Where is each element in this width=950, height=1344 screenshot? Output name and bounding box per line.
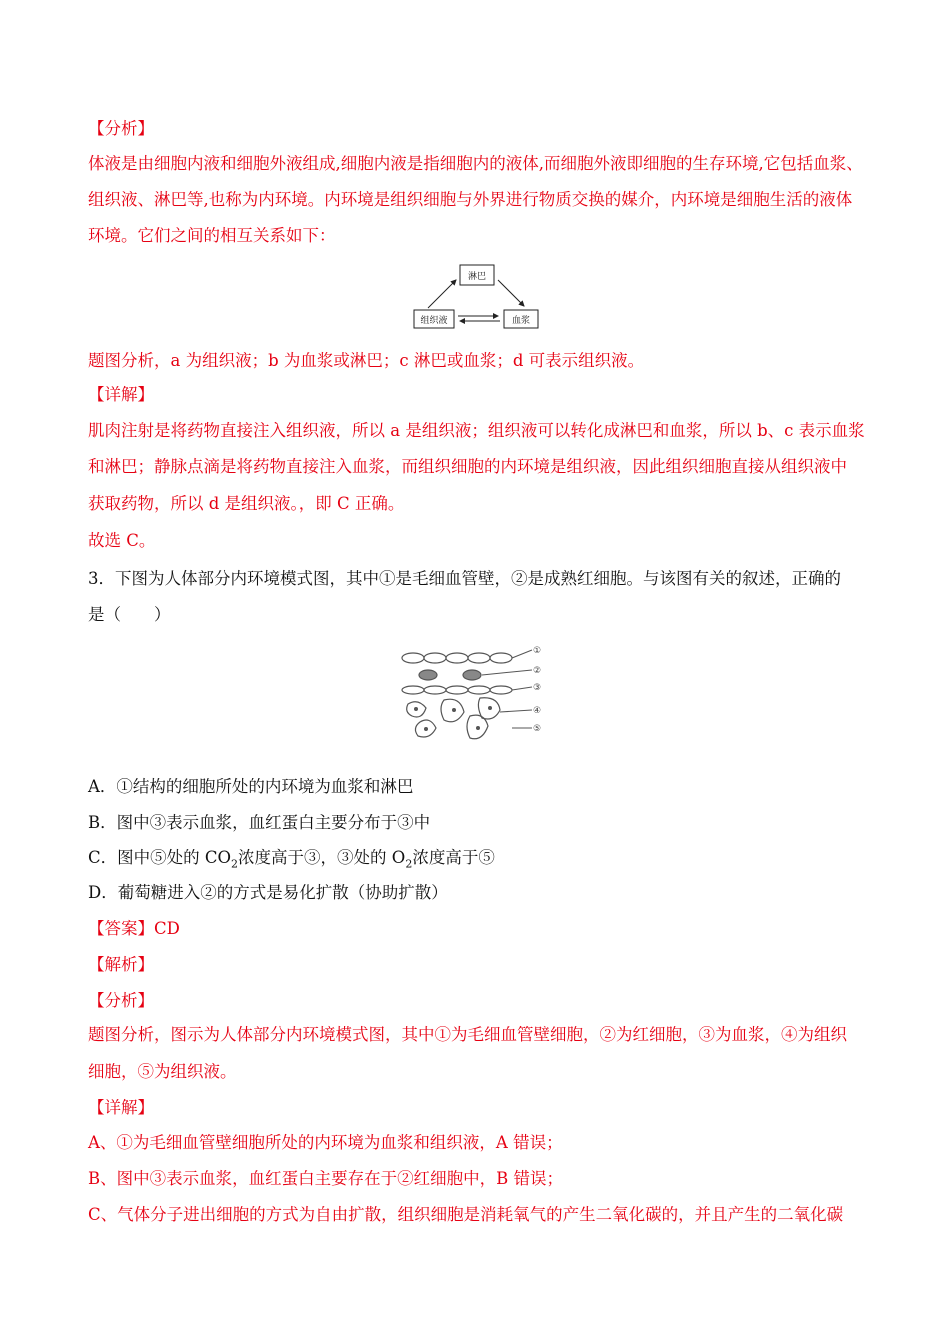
analysis-text-line-2: 组织液、淋巴等,也称为内环境。内环境是组织细胞与外界进行物质交换的媒介，内环境是细胞生活的液体	[88, 190, 853, 209]
question-3-stem-line-1: 3．下图为人体部分内环境模式图，其中①是毛细血管壁，②是成熟红细胞。与该图有关的叙述，正确的	[88, 569, 841, 588]
analysis-text-line-3: 环境。它们之间的相互关系如下：	[88, 226, 336, 245]
detail-2-text-line-2: B、图中③表示血浆，血红蛋白主要存在于②红细胞中，B 错误；	[88, 1169, 563, 1188]
body-fluid-relation-diagram	[408, 262, 548, 332]
detail-choice: 故选 C。	[88, 531, 156, 550]
answer-value: CD	[154, 919, 180, 938]
figure-label-4: ④	[533, 706, 542, 716]
detail-heading: 【详解】	[88, 385, 154, 404]
option-c	[88, 847, 868, 869]
tissue-fluid-label: 组织液	[420, 316, 448, 326]
option-a: A．①结构的细胞所处的内环境为血浆和淋巴	[88, 777, 414, 796]
option-b: B．图中③表示血浆，血红蛋白主要分布于③中	[88, 813, 431, 832]
analysis-text-line-1: 体液是由细胞内液和细胞外液组成,细胞内液是指细胞内的液体,而细胞外液即细胞的生存环境,它包括血浆、	[88, 154, 863, 173]
internal-environment-figure	[400, 642, 550, 750]
explanation-heading: 【解析】	[88, 955, 154, 974]
option-d: D．葡萄糖进入②的方式是易化扩散（协助扩散）	[88, 883, 448, 902]
analysis-2-text-line-2: 细胞，⑤为组织液。	[88, 1062, 237, 1081]
analysis-2-heading: 【分析】	[88, 991, 154, 1010]
figure-label-3: ③	[533, 683, 542, 693]
analysis-heading: 【分析】	[88, 119, 154, 138]
lymph-label: 淋巴	[467, 272, 487, 282]
option-c-part-1: C．图中⑤处的 CO	[88, 848, 232, 867]
answer-label: 【答案】	[88, 919, 154, 938]
detail-2-text-line-1: A、①为毛细血管壁细胞所处的内环境为血浆和组织液，A 错误；	[88, 1133, 563, 1152]
figure-label-1: ①	[533, 646, 542, 656]
detail-2-text-line-3: C、气体分子进出细胞的方式为自由扩散，组织细胞是消耗氧气的产生二氧化碳的，并且产生的二氧化碳	[88, 1205, 844, 1224]
question-3-stem-line-2: 是（ ）	[88, 605, 171, 624]
analysis-2-text-line-1: 题图分析，图示为人体部分内环境模式图，其中①为毛细血管壁细胞，②为红细胞，③为血浆，④为组织	[88, 1025, 847, 1044]
arrow-tissue-to-lymph	[428, 280, 456, 308]
option-c-part-2: 浓度高于③，③处的 O	[238, 848, 406, 867]
detail-text-line-3: 获取药物，所以 d 是组织液。，即 C 正确。	[88, 494, 405, 513]
figure-label-2: ②	[533, 666, 542, 676]
answer-line	[88, 918, 868, 940]
plasma-label: 血浆	[511, 316, 531, 326]
figure-label-5: ⑤	[533, 724, 542, 734]
detail-2-heading: 【详解】	[88, 1098, 154, 1117]
diagram-analysis-text: 题图分析，a 为组织液；b 为血浆或淋巴；c 淋巴或血浆；d 可表示组织液。	[88, 351, 645, 370]
arrow-lymph-to-plasma	[498, 280, 524, 306]
option-c-part-3: 浓度高于⑤	[412, 848, 495, 867]
detail-text-line-1: 肌肉注射是将药物直接注入组织液，所以 a 是组织液；组织液可以转化成淋巴和血浆，所以 b、c 表示血浆	[88, 421, 865, 440]
option-c-subscript-2: 2	[405, 857, 413, 871]
detail-text-line-2: 和淋巴；静脉点滴是将药物直接注入血浆，而组织细胞的内环境是组织液，因此组织细胞直接从组织液中	[88, 457, 847, 476]
option-c-subscript-1: 2	[231, 857, 239, 871]
